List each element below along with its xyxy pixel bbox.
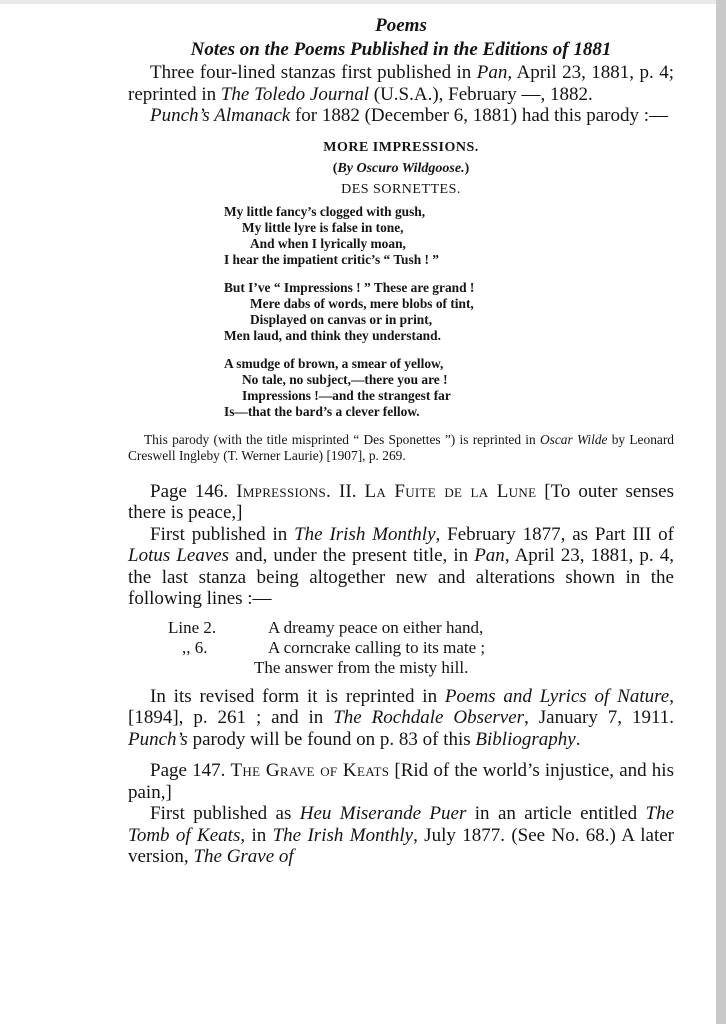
paragraph-pan-publication: Three four-lined stanzas first published in Pan, April 23, 1881, p. 4; reprinted in The Toledo Journal (U.S.A.), February —, 1882.: [128, 62, 674, 105]
running-head: Poems: [375, 15, 427, 36]
alteration-row: ,, 6. A corncrake calling to its mate ;: [182, 637, 486, 657]
parody-stanza: [224, 280, 674, 344]
poem-line: My little lyre is false in tone,: [242, 219, 404, 235]
parody-byline: (By Oscuro Wildgoose.): [332, 160, 470, 176]
poem-line: No tale, no subject,—there you are !: [242, 371, 448, 387]
poem-line: But I’ve “ Impressions ! ” These are grand !: [224, 279, 475, 295]
parody-stanza: [224, 356, 674, 420]
scrollbar[interactable]: [716, 0, 726, 1024]
parody-note: This parody (with the title misprinted “ Des Sponettes ”) is reprinted in Oscar Wilde by Leonard Creswell Ingleby (T. Werner Laurie) [1907], p. 269.: [128, 431, 674, 463]
alterations-table: [168, 618, 674, 678]
entry-page-146: Page 146. Impressions. II. La Fuite de la Lune [To outer senses there is peace,]: [128, 480, 675, 523]
paragraph-147-publication: First published as Heu Miserande Puer in an article entitled The Tomb of Keats, in The Irish Monthly, July 1877. (See No. 68.) A later version, The Grave of: [128, 803, 674, 867]
poem-line: My little fancy’s clogged with gush,: [224, 203, 426, 219]
entry-page-147: Page 147. The Grave of Keats [Rid of the world’s injustice, and his pain,]: [128, 760, 674, 803]
parody-stanza: [224, 204, 674, 268]
parody-title: MORE IMPRESSIONS.: [323, 139, 479, 155]
poem-line: I hear the impatient critic’s “ Tush ! ”: [224, 251, 439, 267]
poem-line: Impressions !—and the strangest far: [242, 387, 451, 403]
top-edge: [0, 0, 726, 4]
poem-line: And when I lyrically moan,: [250, 235, 406, 251]
parody-poem: [128, 137, 674, 420]
alteration-row: The answer from the misty hill.: [254, 657, 469, 677]
paragraph-146-publication: First published in The Irish Monthly, February 1877, as Part III of Lotus Leaves and, under the present title, in Pan, April 23, 1881, p. 4, the last stanza being altogether new and alterations shown in the following lines :—: [128, 523, 674, 609]
poem-line: Mere dabs of words, mere blobs of tint,: [250, 295, 474, 311]
poem-line: A smudge of brown, a smear of yellow,: [224, 355, 444, 371]
section-title: Notes on the Poems Published in the Editions of 1881: [190, 39, 612, 60]
document-page: [128, 14, 674, 868]
poem-line: Men laud, and think they understand.: [224, 327, 441, 343]
paragraph-punch-almanack: Punch’s Almanack for 1882 (December 6, 1881) had this parody :—: [150, 105, 668, 126]
paragraph-revised-form: In its revised form it is reprinted in Poems and Lyrics of Nature, [1894], p. 261 ; and in The Rochdale Observer, January 7, 1911. Punch’s parody will be found on p. 83 of this Bibliography.: [128, 685, 674, 750]
poem-line: Is—that the bard’s a clever fellow.: [224, 403, 420, 419]
poem-line: Displayed on canvas or in print,: [250, 311, 433, 327]
alteration-row: Line 2. A dreamy peace on either hand,: [168, 617, 484, 637]
parody-subtitle: DES SORNETTES.: [341, 181, 461, 197]
